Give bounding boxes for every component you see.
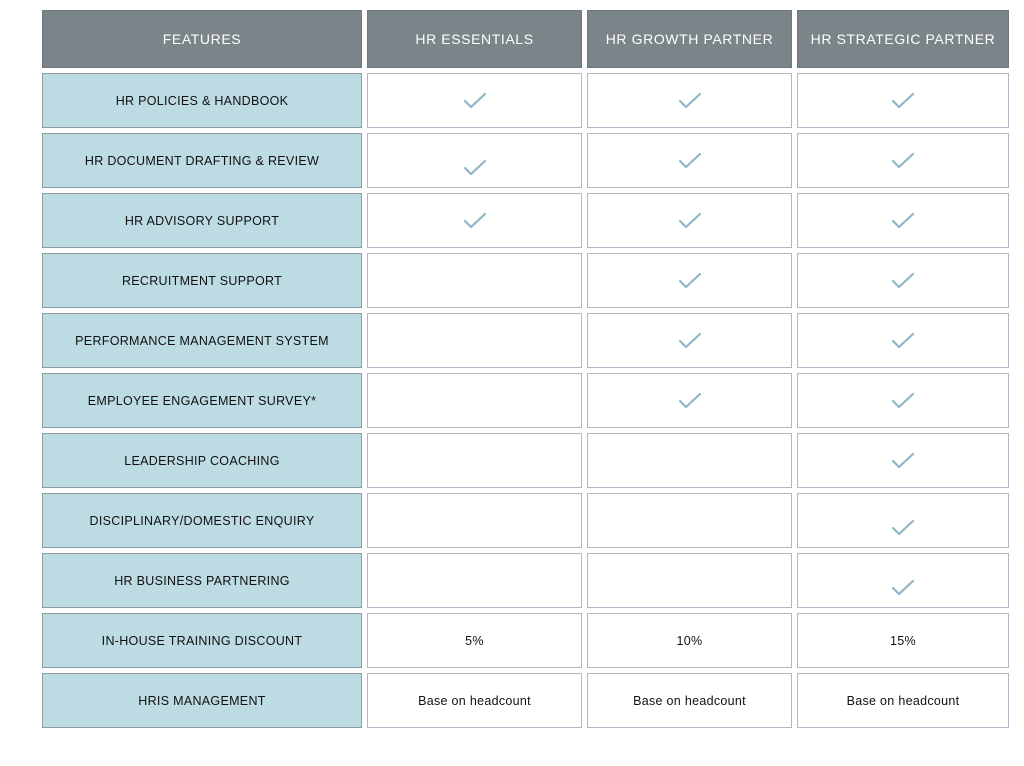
growth-cell: [587, 373, 792, 428]
strategic-cell: [797, 493, 1009, 548]
checkmark-icon: [891, 271, 915, 291]
cell-value: 10%: [676, 633, 703, 648]
checkmark-icon: [463, 144, 487, 178]
header-hr-strategic-partner: HR STRATEGIC PARTNER: [797, 10, 1009, 68]
strategic-cell: [797, 313, 1009, 368]
feature-label: HR ADVISORY SUPPORT: [42, 193, 362, 248]
cell-value: 5%: [465, 633, 484, 648]
checkmark-icon: [463, 91, 487, 111]
checkmark-icon: [891, 211, 915, 231]
essentials-cell: [367, 613, 582, 668]
strategic-cell: [797, 673, 1009, 728]
feature-label: HR BUSINESS PARTNERING: [42, 553, 362, 608]
feature-label: LEADERSHIP COACHING: [42, 433, 362, 488]
cell-value: Base on headcount: [633, 693, 746, 708]
checkmark-icon: [678, 91, 702, 111]
growth-cell: [587, 313, 792, 368]
essentials-cell: [367, 673, 582, 728]
checkmark-icon: [891, 391, 915, 411]
checkmark-icon: [891, 151, 915, 171]
growth-cell: [587, 493, 792, 548]
cell-value: 15%: [890, 633, 916, 648]
essentials-cell: [367, 133, 582, 188]
header-hr-growth-partner: HR GROWTH PARTNER: [587, 10, 792, 68]
checkmark-icon: [891, 451, 915, 471]
checkmark-icon: [891, 564, 915, 598]
pricing-comparison-table: [42, 10, 1009, 728]
feature-label: HR POLICIES & HANDBOOK: [42, 73, 362, 128]
strategic-cell: [797, 73, 1009, 128]
strategic-cell: [797, 613, 1009, 668]
strategic-cell: [797, 433, 1009, 488]
cell-value: Base on headcount: [418, 693, 531, 708]
feature-label: IN-HOUSE TRAINING DISCOUNT: [42, 613, 362, 668]
checkmark-icon: [678, 331, 702, 351]
growth-cell: [587, 613, 792, 668]
checkmark-icon: [891, 504, 915, 538]
checkmark-icon: [678, 391, 702, 411]
growth-cell: [587, 193, 792, 248]
growth-cell: [587, 73, 792, 128]
growth-cell: [587, 133, 792, 188]
growth-cell: [587, 673, 792, 728]
strategic-cell: [797, 133, 1009, 188]
checkmark-icon: [678, 211, 702, 231]
essentials-cell: [367, 73, 582, 128]
essentials-cell: [367, 493, 582, 548]
essentials-cell: [367, 193, 582, 248]
essentials-cell: [367, 433, 582, 488]
cell-value: Base on headcount: [846, 693, 960, 708]
essentials-cell: [367, 553, 582, 608]
strategic-cell: [797, 553, 1009, 608]
essentials-cell: [367, 313, 582, 368]
strategic-cell: [797, 193, 1009, 248]
feature-label: PERFORMANCE MANAGEMENT SYSTEM: [42, 313, 362, 368]
essentials-cell: [367, 373, 582, 428]
checkmark-icon: [463, 211, 487, 231]
strategic-cell: [797, 253, 1009, 308]
checkmark-icon: [891, 91, 915, 111]
feature-label: HRIS MANAGEMENT: [42, 673, 362, 728]
feature-label: EMPLOYEE ENGAGEMENT SURVEY*: [42, 373, 362, 428]
feature-label: DISCIPLINARY/DOMESTIC ENQUIRY: [42, 493, 362, 548]
growth-cell: [587, 433, 792, 488]
feature-label: RECRUITMENT SUPPORT: [42, 253, 362, 308]
header-features: FEATURES: [42, 10, 362, 68]
header-hr-essentials: HR ESSENTIALS: [367, 10, 582, 68]
strategic-cell: [797, 373, 1009, 428]
essentials-cell: [367, 253, 582, 308]
checkmark-icon: [891, 331, 915, 351]
feature-label: HR DOCUMENT DRAFTING & REVIEW: [42, 133, 362, 188]
checkmark-icon: [678, 151, 702, 171]
growth-cell: [587, 553, 792, 608]
growth-cell: [587, 253, 792, 308]
checkmark-icon: [678, 271, 702, 291]
